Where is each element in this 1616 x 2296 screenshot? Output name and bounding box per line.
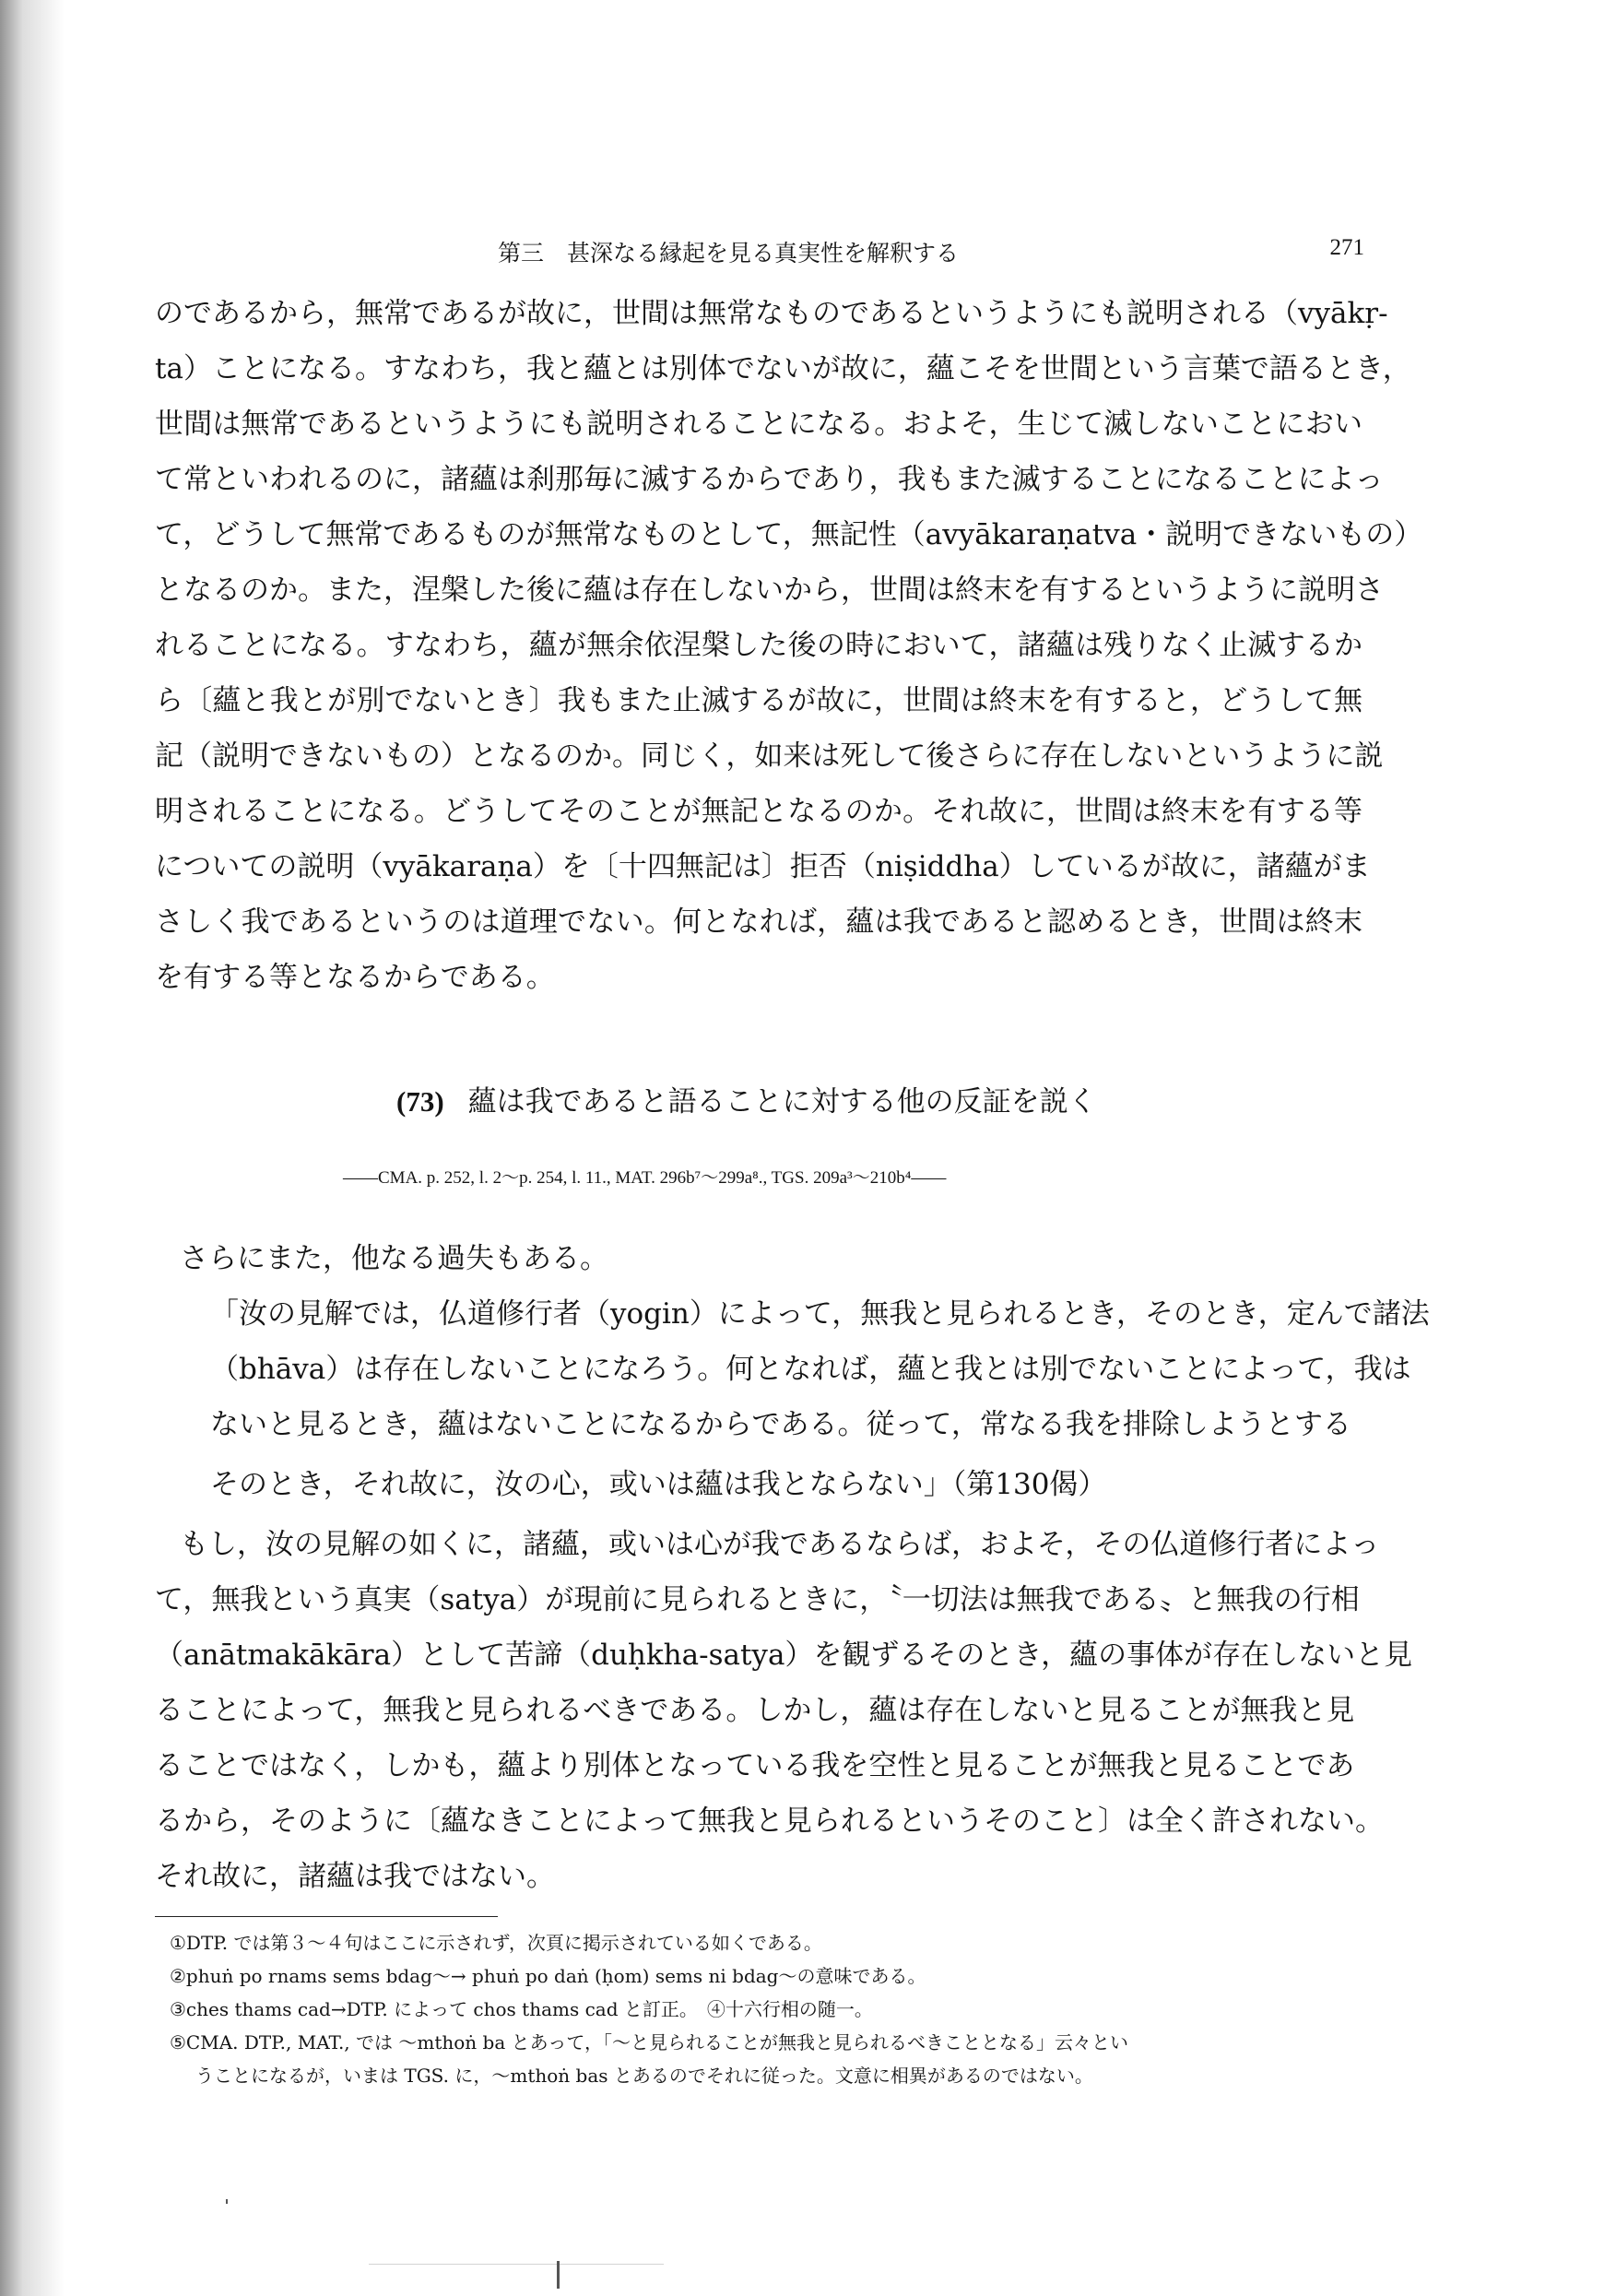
commentary-line: それ故に，諸蘊は我ではない。: [155, 1860, 555, 1893]
footnote: ②phuṅ po rnams sems bdag～→ phuṅ po daṅ (ḥom) sems ni bdag～の意味である。: [170, 1965, 926, 1987]
footnote: ①DTP. では第３～４句はここに示されず，次頁に掲示されている如くである。: [170, 1932, 822, 1954]
section-title: 蘊は我であると語ることに対する他の反証を説く: [467, 1085, 1097, 1118]
commentary-line: もし，汝の見解の如くに，諸蘊，或いは心が我であるならば，およそ，その仏道修行者によっ: [180, 1528, 1380, 1561]
scan-speck: [226, 2199, 228, 2204]
page-number: 271: [1329, 235, 1364, 260]
chapter-title: 第三 甚深なる縁起を見る真実性を解釈する: [498, 240, 960, 266]
text-line: さしく我であるというのは道理でない。何となれば，蘊は我であると認めるとき，世間は終末: [155, 905, 1362, 939]
commentary-line: （anātmakākāra）として苦諦（duḥkha-satya）を観ずるそのとき，蘊の事体が存在しないと見: [155, 1639, 1413, 1672]
text-line: を有する等となるからである。: [155, 961, 555, 994]
footnote: ⑤CMA. DTP., MAT., では ～mthoṅ ba とあって，「～と見られることが無我と見られるべきこととなる」云々とい: [170, 2031, 1129, 2053]
text-line: て常といわれるのに，諸蘊は刹那毎に滅するからであり，我もまた滅することになることによっ: [155, 463, 1384, 496]
scan-mark: [557, 2261, 560, 2289]
commentary-line: て，無我という真実（satya）が現前に見られるときに，〝一切法は無我である〟と無我の行相: [155, 1583, 1360, 1616]
section-number: (73): [396, 1085, 444, 1118]
commentary-line: るから，そのように〔蘊なきことによって無我と見られるというそのこと〕は全く許されない。: [155, 1805, 1384, 1838]
footnote: ③ches thams cad→DTP. によって chos thams cad と訂正。 ④十六行相の随一。: [170, 1998, 873, 2020]
section-heading: [396, 1083, 1226, 1120]
text-line: のであるから，無常であるが故に，世間は無常なものであるというようにも説明される（vyākṛ-: [155, 297, 1388, 330]
text-line: て，どうして無常であるものが無常なものとして，無記性（avyākaraṇatva・説明できないもの）: [155, 518, 1423, 551]
running-header: [498, 235, 1364, 272]
footnote-continuation: うことになるが，いまは TGS. に，～mthoṅ bas とあるのでそれに従った。文意に相異があるのではない。: [195, 2065, 1093, 2087]
text-line: についての説明（vyākaraṇa）を〔十四無記は〕拒否（niṣiddha）しているが故に，諸蘊がま: [155, 850, 1371, 883]
scan-line: [369, 2264, 664, 2265]
text-line: ら〔蘊と我とが別でないとき〕我もまた止滅するが故に，世間は終末を有すると，どうして無: [155, 684, 1362, 717]
text-line: ta）ことになる。すなわち，我と蘊とは別体でないが故に，蘊こそを世間という言葉で語るとき，: [155, 352, 1411, 385]
text-line: 世間は無常であるというようにも説明されることになる。およそ，生じて滅しないことにおい: [155, 408, 1362, 441]
commentary-line: ることではなく，しかも，蘊より別体となっている我を空性と見ることが無我と見ることであ: [155, 1749, 1355, 1782]
text-line: 記（説明できないもの）となるのか。同じく，如来は死して後さらに存在しないというように説: [155, 740, 1384, 773]
text-line: れることになる。すなわち，蘊が無余依涅槃した後の時において，諸蘊は残りなく止滅するか: [155, 629, 1362, 662]
text-line: となるのか。また，涅槃した後に蘊は存在しないから，世間は終末を有するというように説明さ: [155, 574, 1384, 607]
verse-line: （bhāva）は存在しないことになろう。何となれば，蘊と我とは別でないことによって，我は: [210, 1353, 1411, 1386]
verse-line: そのとき，それ故に，汝の心，或いは蘊は我とならない」（第130偈）: [210, 1468, 1107, 1501]
verse-line: ないと見るとき，蘊はないことになるからである。従って，常なる我を排除しようとする: [210, 1408, 1351, 1441]
scan-edge-shadow: [0, 0, 65, 2296]
intro-line: さらにまた，他なる過失もある。: [180, 1242, 608, 1275]
commentary-line: ることによって，無我と見られるべきである。しかし，蘊は存在しないと見ることが無我と見: [155, 1694, 1355, 1727]
footnote-divider: [155, 1916, 498, 1917]
verse-line: 「汝の見解では，仏道修行者（yogin）によって，無我と見られるとき，そのとき，定んで諸法: [210, 1297, 1430, 1331]
text-line: 明されることになる。どうしてそのことが無記となるのか。それ故に，世間は終末を有する等: [155, 795, 1362, 828]
source-reference: ——CMA. p. 252, l. 2～p. 254, l. 11., MAT. 296b⁷～299a⁸., TGS. 209a³～210b⁴——: [343, 1168, 947, 1188]
